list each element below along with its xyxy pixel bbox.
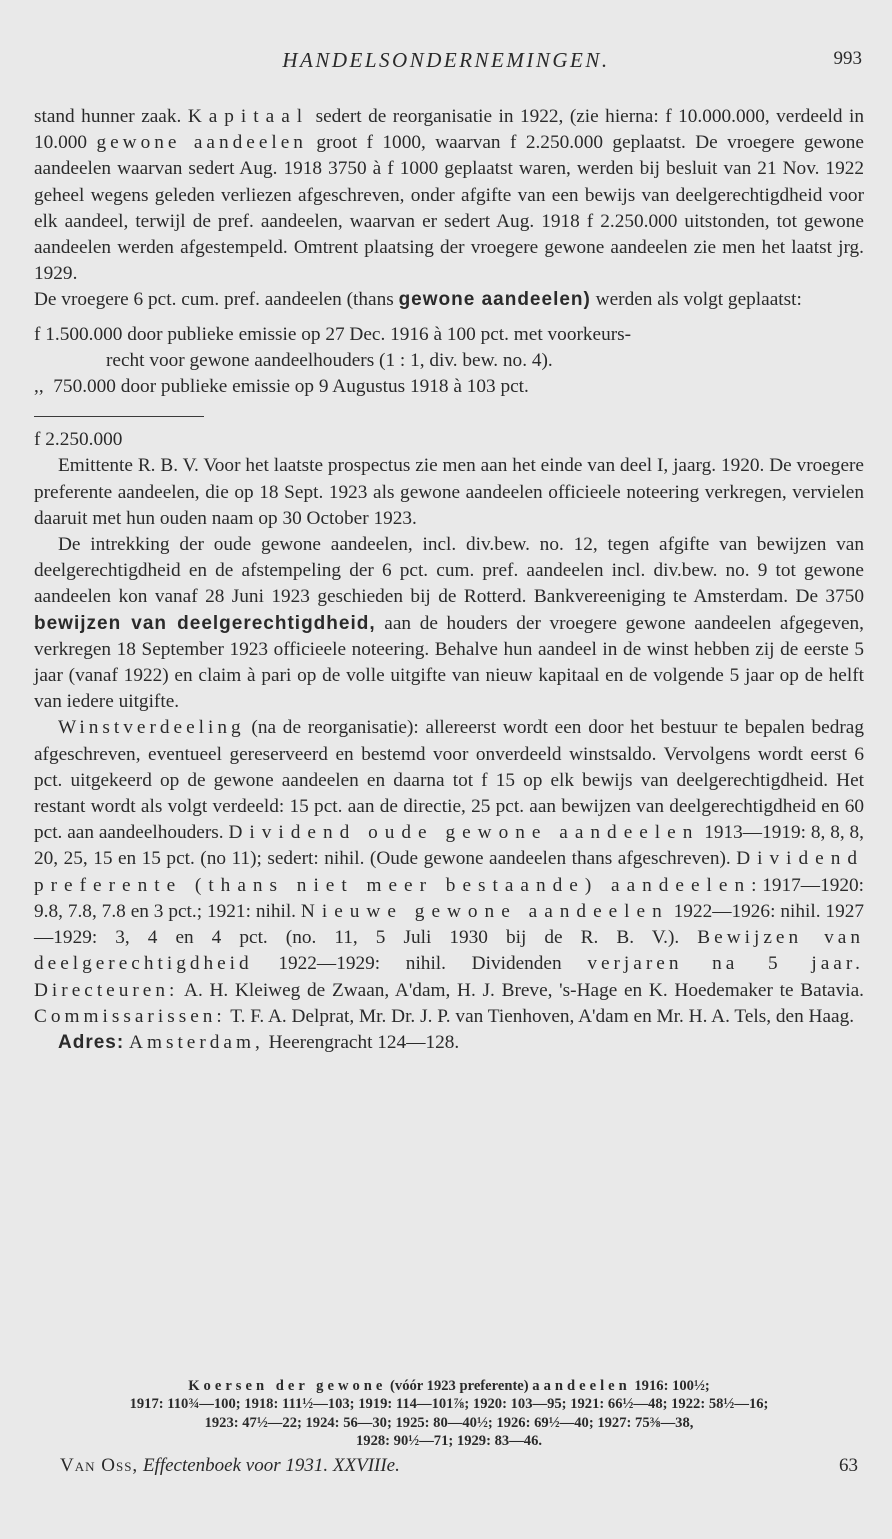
placement-list	[34, 322, 864, 401]
koersen-line: 1917: 110¾—100; 1918: 111½—103; 1919: 114—101⅞; 1920: 103—95; 1921: 66½—48; 1922: 58½—16;	[129, 1396, 769, 1413]
placement-text: door publieke emissie op 9 Augustus 1918 à 103 pct.	[120, 376, 529, 398]
text-run: groot f 1000, waarvan f 2.250.000 geplaatst. De vroegere gewone aandeelen waarvan sedert Aug. 1918 3750 à f 1000 geplaatst waren, werden bij besluit van 21 Nov. 1922 geheel wegens geleden verliezen afgeschreven, onder afgifte van een bewijs van deelgerechtigdheid voor elk aandeel, terwijl de pref. aandeelen, waarvan er sedert Aug. 1918 f 2.250.000 uitstonden, tot gewone aandeelen werden afgestempeld. Omtrent plaatsing der vroegere gewone aandeelen zie men het laatst jrg. 1929.	[34, 132, 864, 285]
text-run: De intrekking der oude gewone aandeelen, incl. div.bew. no. 12, tegen afgifte van bewijzen van deelgerechtigdheid en de afstempeling der 6 pct. cum. pref. aandeelen incl. div.bew. no. 9 tot gewone aandeelen kon vanaf 28 Juni 1923 geschieden bij de Rotterd. Bankvereeniging te Amsterdam. De 3750	[34, 534, 864, 608]
heading-commissarissen: Commissarissen:	[34, 1005, 226, 1027]
koersen-line: 1923: 47½—22; 1924: 56—30; 1925: 80—40½; 1926: 69½—40; 1927: 75⅜—38,	[204, 1414, 694, 1431]
placement-amount: 1.500.000	[40, 323, 128, 345]
adres-street: Heerengracht 124—128.	[263, 1031, 460, 1053]
paragraph-emittente: Emittente R. B. V. Voor het laatste prospectus zie men aan het einde van deel I, jaarg. 1920. De vroegere preferente aandeelen, die op 18 Sept. 1923 als gewone aandeelen officieele noteering verkregen, vervielen daaruit met hun ouden naam op 30 October 1923.	[34, 455, 864, 529]
text-run: A. H. Kleiweg de Zwaan, A'dam, H. J. Breve, 's-Hage en K. Hoedemaker te Batavia.	[178, 979, 864, 1001]
text-run: (na de reorganisatie): allereerst wordt een door het bestuur te bepalen bedrag afgeschreven, eventueel gereserveerd en bestemd voor onverdeeld winstsaldo. Vervolgens wordt eerst 6 pct. uitgekeerd op de gewone aandeelen en daarna tot f 15 op elk bewijs van deelgerechtigdheid. Het restant wordt als volgt verdeeld: 15 pct. aan de directie, 25 pct. aan bewijzen van deelgerechtigdheid en 60 pct. aan aandeelhouders.	[34, 717, 864, 844]
paragraph-intrekking	[34, 532, 864, 715]
placement-row	[34, 322, 864, 374]
heading-directeuren: Directeuren:	[34, 979, 179, 1001]
text-run: T. F. A. Delprat, Mr. Dr. J. P. van Tienhoven, A'dam en Mr. H. A. Tels, den Haag.	[225, 1005, 855, 1027]
heading-adres: Adres:	[58, 1031, 125, 1053]
placement-row	[34, 374, 864, 400]
heading-gewone-aandeelen: gewone aandeelen	[96, 132, 307, 154]
heading-gewone-aandeelen-bold: gewone aandeelen)	[398, 289, 591, 311]
heading-dividend-oude: Dividend oude gewone aandeelen	[228, 822, 700, 844]
paragraph-capital	[34, 104, 864, 287]
text-run: 1916: 100½;	[630, 1378, 710, 1394]
heading-dividend-preferente: Dividend preferente (thans niet meer bestaande) aandeelen	[34, 848, 864, 896]
text-run: f 10.000.000, verdeeld in 10.000	[34, 106, 865, 154]
placement-amount: 750.000	[43, 376, 121, 398]
footer-sheet-number: 63	[839, 1455, 858, 1476]
footer-book-title: Effectenboek voor 1931. XXVIIIe.	[142, 1455, 400, 1476]
placement-line	[34, 374, 864, 400]
heading-kapitaal: Kapitaal	[187, 106, 310, 127]
text-run: De vroegere 6 pct. cum. pref. aandeelen (thans	[34, 289, 399, 311]
spacer	[34, 314, 864, 322]
text-run: stand hunner zaak.	[34, 106, 188, 127]
heading-verjaren: verjaren na 5 jaar.	[587, 953, 864, 975]
text-run: aan de houders der vroegere gewone aandeelen afgegeven, verkregen 18 September 1923 officieele noteering. Behalve hun aandeel in de winst hebben zij de eerste 5 jaar (vanaf 1922) en claim à pari op de volle uitgifte van nieuw kapitaal en de volgende 5 jaar op de helft van iedere uitgifte.	[34, 612, 865, 713]
footer-author: Van Oss,	[60, 1455, 139, 1476]
text-run: 1922—1929: nihil. Dividenden	[252, 953, 588, 975]
heading-winstverdeeling: Winstverdeeling	[58, 717, 245, 739]
heading-bewijzen-deelgerechtigdheid: Bewijzen van deelgerechtigdheid	[34, 927, 864, 975]
text-run: : 1917—1920: 9.8, 7.8, 7.8 en 3 pct.; 1921: nihil.	[34, 874, 864, 922]
currency-sign: f	[34, 323, 41, 345]
heading-nieuwe-gewone: Nieuwe gewone aandeelen	[300, 900, 669, 922]
koersen-block	[34, 1377, 864, 1451]
page-number: 993	[833, 48, 862, 69]
paragraph-adres	[34, 1030, 864, 1056]
adres-city: Amsterdam,	[129, 1031, 264, 1053]
heading-bewijzen: bewijzen van deelgerechtigdheid,	[34, 612, 376, 634]
koersen-line	[34, 1377, 864, 1395]
text-run: (vóór 1923 preferente)	[386, 1378, 533, 1394]
text-run: werden als volgt geplaatst:	[590, 289, 802, 311]
running-header	[0, 48, 892, 80]
running-title: HANDELSONDERNEMINGEN.	[282, 48, 610, 72]
text-run: 1913—1919: 8, 8, 8, 20, 25, 15 en 15 pct. (no 11); sedert: nihil. (Oude gewone aandeelen thans afgeschreven).	[34, 822, 864, 870]
paragraph-winstverdeeling	[34, 715, 864, 1029]
placement-text-cont: recht voor gewone aandeelhouders (1 : 1, div. bew. no. 4).	[106, 349, 553, 371]
placement-text: door publieke emissie op 27 Dec. 1916 à 100 pct. met voorkeurs-	[127, 323, 632, 345]
footer-citation	[60, 1455, 400, 1477]
heading-aandeelen: aandeelen	[532, 1378, 631, 1394]
body-text	[34, 104, 864, 1056]
placement-line	[34, 322, 864, 348]
text-run: 1922—1926: nihil. 1927—1929: 3, 4 en 4 pct. (no. 11, 5 Juli 1930 bij de R. B. V.).	[34, 900, 864, 949]
text-run: sedert de reorganisatie in 1922, (zie hierna:	[309, 106, 666, 127]
heading-koersen: Koersen der gewone	[188, 1378, 387, 1394]
ditto-mark: ,,	[34, 376, 44, 398]
placement-total: f 2.250.000	[34, 429, 123, 451]
paragraph-placement-intro	[34, 287, 864, 313]
sum-rule	[34, 416, 204, 417]
koersen-line: 1928: 90½—71; 1929: 83—46.	[355, 1433, 543, 1450]
